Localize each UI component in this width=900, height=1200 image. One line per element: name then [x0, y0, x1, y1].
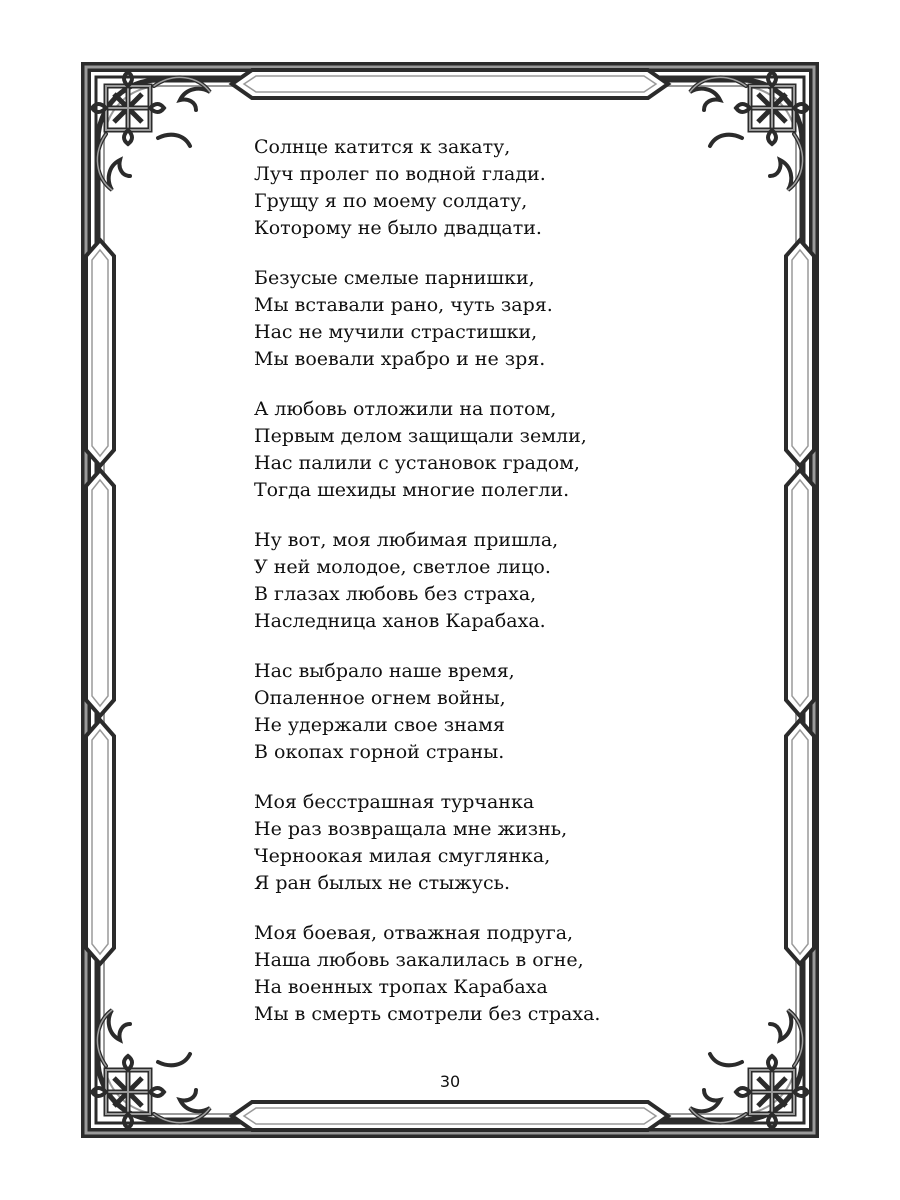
- stanza: [254, 527, 674, 635]
- poem-line: Мы в смерть смотрели без страха.: [254, 1003, 601, 1025]
- poem-line: А любовь отложили на потом,: [254, 398, 557, 420]
- poem-line: На военных тропах Карабаха: [254, 976, 548, 998]
- stanza: [254, 658, 674, 766]
- stanza: [254, 789, 674, 897]
- stanza: [254, 396, 674, 504]
- poem-line: Моя боевая, отважная подруга,: [254, 922, 574, 944]
- poem-line: Я ран былых не стыжусь.: [254, 872, 510, 894]
- poem-line: Ну вот, моя любимая пришла,: [254, 529, 559, 551]
- poem: [254, 134, 674, 1051]
- poem-line: Первым делом защищали земли,: [254, 425, 587, 447]
- poem-line: Не удержали свое знамя: [254, 714, 505, 736]
- poem-line: Луч пролег по водной глади.: [254, 163, 546, 185]
- poem-line: Нас не мучили страстишки,: [254, 321, 538, 343]
- poem-line: Наследница ханов Карабаха.: [254, 610, 546, 632]
- poem-line: Черноокая милая смуглянка,: [254, 845, 551, 867]
- poem-line: Безусые смелые парнишки,: [254, 267, 535, 289]
- poem-line: У ней молодое, светлое лицо.: [254, 556, 551, 578]
- stanza: [254, 920, 674, 1028]
- poem-line: Грущу я по моему солдату,: [254, 190, 528, 212]
- poem-line: В глазах любовь без страха,: [254, 583, 537, 605]
- poem-line: Мы воевали храбро и не зря.: [254, 348, 546, 370]
- poem-line: В окопах горной страны.: [254, 741, 505, 763]
- poem-line: Нас палили с установок градом,: [254, 452, 580, 474]
- poem-line: Мы вставали рано, чуть заря.: [254, 294, 553, 316]
- stanza: [254, 265, 674, 373]
- poem-line: Моя бесстрашная турчанка: [254, 791, 535, 813]
- page-number: 30: [439, 1072, 461, 1091]
- poem-line: Опаленное огнем войны,: [254, 687, 506, 709]
- stanza: [254, 134, 674, 242]
- poem-line: Нас выбрало наше время,: [254, 660, 515, 682]
- poem-line: Солнце катится к закату,: [254, 136, 511, 158]
- poem-line: Которому не было двадцати.: [254, 217, 542, 239]
- poem-line: Наша любовь закалилась в огне,: [254, 949, 584, 971]
- poem-line: Тогда шехиды многие полегли.: [254, 479, 570, 501]
- poem-line: Не раз возвращала мне жизнь,: [254, 818, 568, 840]
